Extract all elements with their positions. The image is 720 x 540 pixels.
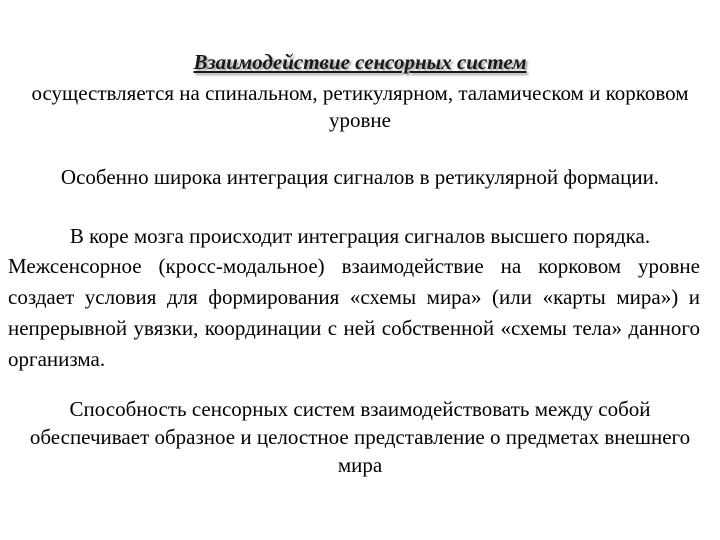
- paragraph-conclusion: Способность сенсорных систем взаимодействовать между собой обеспечивает образное и целостное представление о предметах внешнего мира: [29, 397, 691, 477]
- paragraph-reticular: Особенно широка интеграция сигналов в ретикулярной формации.: [60, 165, 660, 189]
- paragraph-cortex-body: Межсенсорное (кросс-модальное) взаимодействие на корковом уровне создает условия для формирования «схемы мира» (или «карты мира») и непрерывной увязки, координации с ней собственной «схемы тела» данного организма.: [8, 254, 700, 371]
- paragraph-cortex-lead: В коре мозга происходит интеграция сигналов высшего порядка.: [69, 224, 651, 248]
- slide-subtitle: осуществляется на спинальном, ретикулярном, таламическом и корковом уровне: [31, 81, 689, 132]
- slide-title: Взаимодействие сенсорных систем: [193, 50, 527, 74]
